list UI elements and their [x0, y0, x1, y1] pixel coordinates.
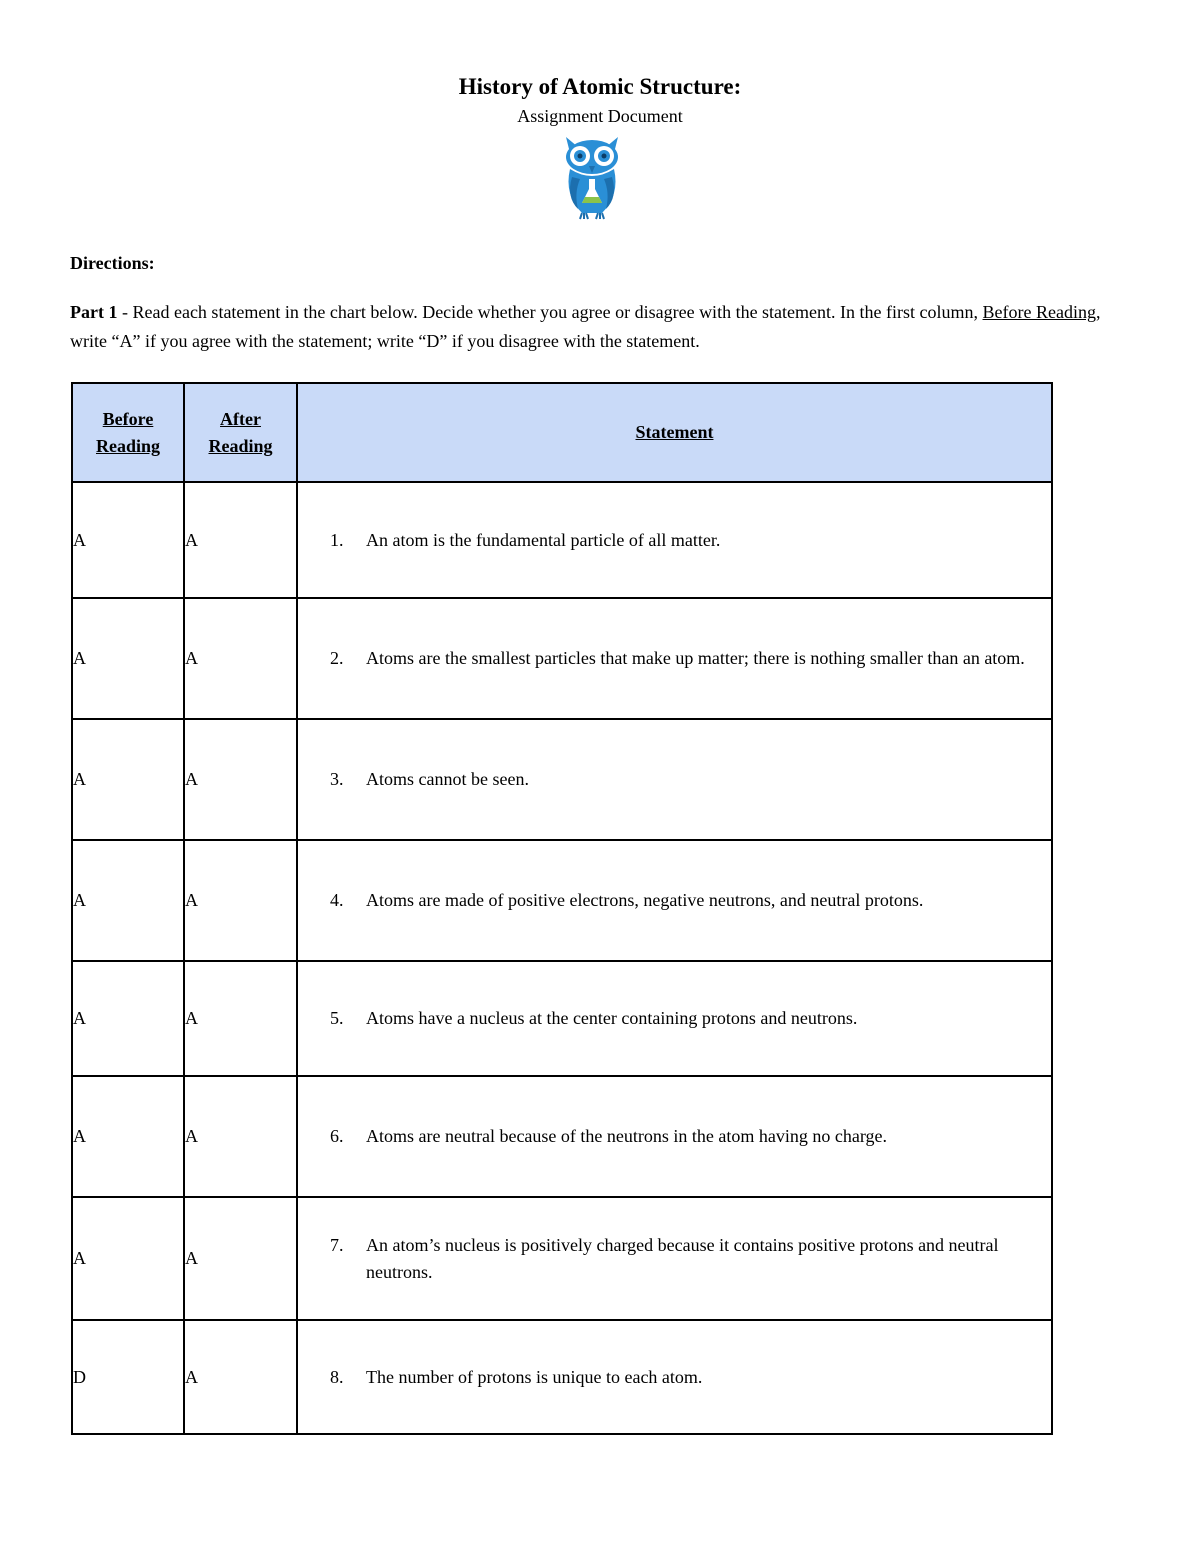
- after-answer[interactable]: A: [184, 1320, 297, 1434]
- header-after-line2: Reading: [208, 435, 273, 456]
- anticipation-chart: [71, 382, 1053, 1435]
- statement-number: 6.: [330, 1126, 344, 1146]
- statement-text: The number of protons is unique to each atom.: [366, 1366, 703, 1387]
- statement-text: Atoms have a nucleus at the center containing protons and neutrons.: [366, 1008, 858, 1028]
- owl-icon: [560, 133, 624, 221]
- header-before-line1: Before: [102, 408, 154, 429]
- header-before-line2: Reading: [95, 435, 160, 456]
- header-before-reading: [72, 383, 184, 482]
- document-subtitle: Assignment Document: [517, 106, 683, 126]
- after-answer[interactable]: A: [184, 598, 297, 719]
- statement-number: 4.: [330, 890, 344, 910]
- header-after-line1: After: [220, 408, 261, 429]
- after-answer[interactable]: A: [184, 840, 297, 961]
- table-row: [72, 482, 1052, 598]
- table-row: [72, 961, 1052, 1076]
- after-answer[interactable]: A: [184, 1197, 297, 1320]
- statement-number: 8.: [330, 1366, 344, 1387]
- statement-number: 1.: [330, 529, 344, 550]
- statement-number: 3.: [330, 769, 344, 789]
- statement-number: 2.: [330, 648, 344, 668]
- instructions-text-1: Read each statement in the chart below. Decide whether you agree or disagree with the statement. In the first column,: [132, 302, 983, 322]
- statement-cell: [297, 482, 1052, 598]
- statement-cell: [297, 719, 1052, 840]
- after-answer[interactable]: A: [184, 482, 297, 598]
- before-answer[interactable]: A: [72, 1197, 184, 1320]
- statement-cell: [297, 840, 1052, 961]
- statement-text: Atoms cannot be seen.: [366, 769, 529, 789]
- chart-header-row: [72, 383, 1052, 482]
- statement-cell: [297, 961, 1052, 1076]
- statement-text: An atom is the fundamental particle of all matter.: [366, 529, 721, 550]
- statement-text: Atoms are the smallest particles that make up matter; there is nothing smaller than an atom.: [366, 648, 1025, 668]
- table-row: [72, 840, 1052, 961]
- header-statement: Statement: [297, 383, 1052, 482]
- directions-heading: Directions:: [70, 253, 155, 273]
- part-separator: -: [117, 302, 133, 322]
- header-after-reading: [184, 383, 297, 482]
- table-row: [72, 598, 1052, 719]
- after-answer[interactable]: A: [184, 961, 297, 1076]
- before-answer[interactable]: A: [72, 840, 184, 961]
- statement-cell: [297, 598, 1052, 719]
- after-answer[interactable]: A: [184, 719, 297, 840]
- after-answer[interactable]: A: [184, 1076, 297, 1197]
- statement-number: 5.: [330, 1008, 344, 1028]
- table-row: [72, 1076, 1052, 1197]
- table-row: [72, 719, 1052, 840]
- before-answer[interactable]: A: [72, 1076, 184, 1197]
- statement-text: Atoms are neutral because of the neutrons in the atom having no charge.: [366, 1126, 887, 1146]
- part1-instructions: [70, 298, 1110, 356]
- table-row: [72, 1197, 1052, 1320]
- instructions-text-2: , write “A” if you agree with the statement; write “D” if you disagree with the statement.: [70, 302, 1101, 351]
- statement-cell: [297, 1076, 1052, 1197]
- statement-number: 7.: [330, 1234, 344, 1255]
- before-answer[interactable]: D: [72, 1320, 184, 1434]
- table-row: [72, 1320, 1052, 1434]
- statement-cell: [297, 1197, 1052, 1320]
- statement-text: An atom’s nucleus is positively charged because it contains positive protons and neutral neutrons.: [366, 1234, 999, 1282]
- before-answer[interactable]: A: [72, 961, 184, 1076]
- before-answer[interactable]: A: [72, 598, 184, 719]
- statement-text: Atoms are made of positive electrons, negative neutrons, and neutral protons.: [366, 890, 924, 910]
- before-answer[interactable]: A: [72, 719, 184, 840]
- before-answer[interactable]: A: [72, 482, 184, 598]
- statement-cell: [297, 1320, 1052, 1434]
- part-label: Part 1: [70, 302, 118, 322]
- document-title: History of Atomic Structure:: [458, 74, 742, 99]
- before-reading-term: Before Reading: [982, 302, 1096, 322]
